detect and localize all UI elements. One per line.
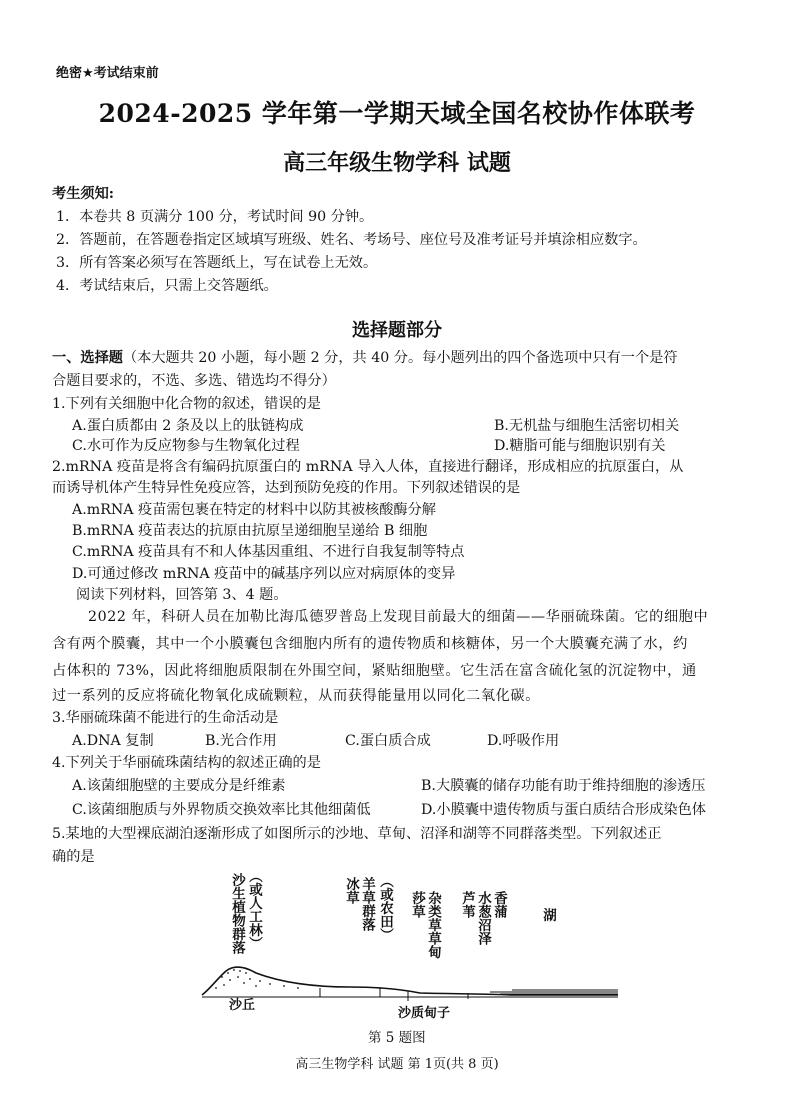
q5-stem-2: 确的是	[52, 849, 95, 865]
label-ice-grass: 冰草	[343, 877, 359, 904]
q3-option-d: D.呼吸作用	[487, 733, 560, 749]
label-dune: 沙丘	[229, 998, 256, 1013]
q3-option-a: A.DNA 复制	[72, 733, 154, 749]
label-sandy-meadow: 沙质甸子	[398, 1006, 451, 1021]
q1-option-d: D.糖脂可能与细胞识别有关	[494, 438, 666, 454]
q2-stem-2: 而诱导机体产生特异性免疫应答，达到预防免疫的作用。下列叙述错误的是	[52, 480, 521, 496]
reading-para: 占体积的 73%，因此将细胞质限制在外围空间，紧贴细胞壁。它生活在富含硫化氢的沉淀物中，通	[52, 663, 697, 679]
notice-item: 3．所有答案必须写在答题纸上，写在试卷上无效。	[56, 255, 378, 271]
label-mixed-meadow: 杂类草草甸	[425, 891, 441, 959]
q4-stem: 4.下列关于华丽硫珠菌结构的叙述正确的是	[52, 755, 321, 771]
label-lake: 湖	[540, 908, 556, 922]
label-artificial-forest: （或人工林）	[246, 869, 262, 950]
q3-option-b: B.光合作用	[205, 733, 277, 749]
q2-option-b: B.mRNA 疫苗表达的抗原由抗原呈递细胞呈递给 B 细胞	[72, 523, 428, 539]
q4-option-b: B.大膜囊的储存功能有助于维持细胞的渗透压	[421, 778, 706, 794]
q2-option-a: A.mRNA 疫苗需包裹在特定的材料中以防其被核酸酶分解	[72, 502, 436, 518]
q1-option-b: B.无机盐与细胞生活密切相关	[494, 418, 680, 434]
exam-subtitle: 高三年级生物学科 试题	[283, 150, 511, 176]
water-hatching	[490, 990, 618, 994]
reading-para: 含有两个膜囊，其中一个小膜囊包含细胞内所有的遗传物质和核糖体，另一个大膜囊充满了水，约	[52, 636, 688, 652]
notice-item: 2．答题前，在答题卷指定区域填写班级、姓名、考场号、座位号及准考证号并填涂相应数字。	[56, 232, 647, 248]
label-cattail-marsh: 水葱沼泽	[475, 891, 491, 945]
ground-line	[202, 967, 618, 995]
part1-label: 一、选择题	[52, 350, 123, 366]
reading-para: 2022 年，科研人员在加勒比海瓜德罗普岛上发现目前最大的细菌——华丽硫珠菌。它的细胞中	[88, 609, 709, 625]
page-footer: 高三生物学科 试题 第 1页(共 8 页)	[295, 1057, 499, 1072]
label-farmland: （或农田）	[377, 874, 393, 942]
part1-instructions	[52, 347, 678, 369]
notice-item: 1．本卷共 8 页满分 100 分，考试时间 90 分钟。	[56, 209, 374, 225]
q4-option-c: C.该菌细胞质与外界物质交换效率比其他细菌低	[72, 802, 371, 818]
exam-title: 2024-2025 学年第一学期天域全国名校协作体联考	[98, 99, 696, 128]
q5-stem: 5.某地的大型裸底湖泊逐渐形成了如图所示的沙地、草甸、沼泽和湖等不同群落类型。下列叙述正	[52, 826, 662, 842]
q4-option-a: A.该菌细胞壁的主要成分是纤维素	[72, 778, 286, 794]
confidential-mark: 绝密★考试结束前	[56, 66, 159, 81]
q2-stem: 2.mRNA 疫苗是将含有编码抗原蛋白的 mRNA 导入人体，直接进行翻译，形成相应的抗原蛋白，从	[52, 459, 684, 475]
q2-option-d: D.可通过修改 mRNA 疫苗中的碱基序列以应对病原体的变异	[72, 566, 456, 582]
dune-stipple	[215, 969, 299, 989]
q1-option-c: C.水可作为反应物参与生物氧化过程	[72, 438, 300, 454]
q1-option-a: A.蛋白质都由 2 条及以上的肽链构成	[72, 418, 304, 434]
label-sheep-grass: 羊草群落	[359, 877, 375, 931]
q3-option-c: C.蛋白质合成	[345, 733, 431, 749]
q3-stem: 3.华丽硫珠菌不能进行的生命活动是	[52, 710, 279, 726]
figure-caption: 第 5 题图	[368, 1030, 426, 1046]
label-reed: 芦苇	[459, 891, 475, 918]
reading-intro: 阅读下列材料，回答第 3、4 题。	[76, 587, 288, 603]
section-title: 选择题部分	[352, 320, 442, 341]
notice-item: 4．考试结束后，只需上交答题纸。	[56, 278, 278, 294]
zone-dividers	[320, 988, 468, 1001]
notice-heading: 考生须知:	[52, 186, 114, 202]
q2-option-c: C.mRNA 疫苗具有不和人体基因重组、不进行自我复制等特点	[72, 544, 465, 560]
q4-option-d: D.小膜囊中遗传物质与蛋白质结合形成染色体	[421, 802, 706, 818]
part1-instructions-2: 合题目要求的，不选、多选、错选均不得分）	[52, 373, 336, 389]
label-sand-plants: 沙生植物群落	[229, 873, 245, 954]
reading-para: 过一系列的反应将硫化物氧化成硫颗粒，从而获得能量用以同化二氧化碳。	[52, 688, 540, 704]
label-cattail: 香蒲	[491, 891, 507, 918]
label-sedge: 莎草	[409, 891, 425, 918]
part1-desc: （本大题共 20 小题，每小题 2 分，共 40 分。每小题列出的四个备选项中只有一个是符	[122, 350, 678, 366]
q1-stem: 1.下列有关细胞中化合物的叙述，错误的是	[52, 396, 321, 412]
